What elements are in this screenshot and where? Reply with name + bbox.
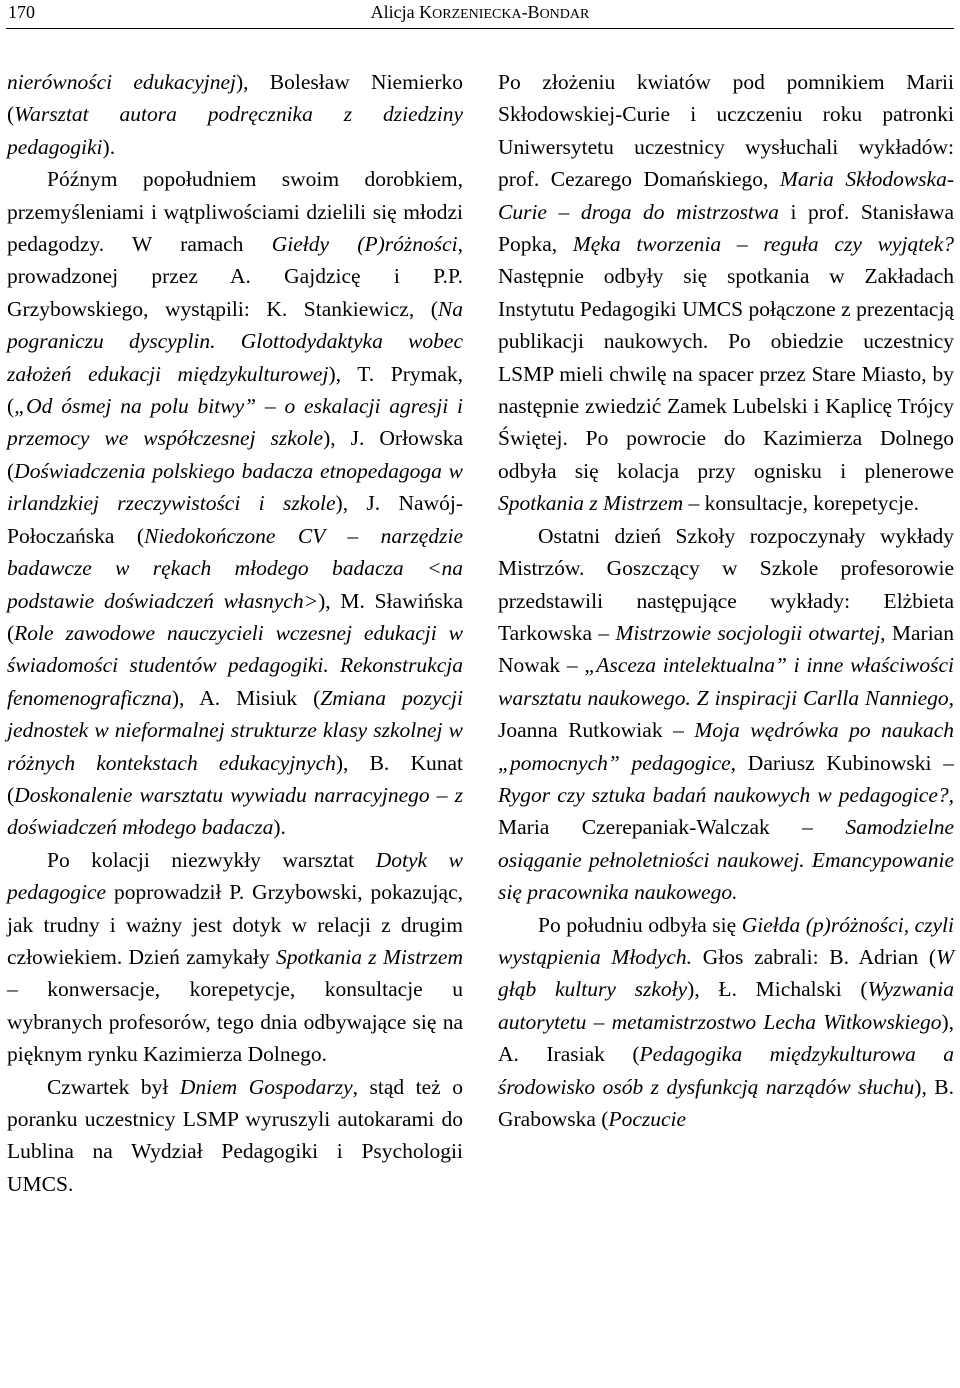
paragraph: nierówności edukacyjnej), Bolesław Niemierko (Warsztat autora podręcznika z dziedziny pedagogiki). [7,70,463,159]
page-header [0,0,960,26]
paragraph: Po złożeniu kwiatów pod pomnikiem Marii Skłodowskiej-Curie i uczczeniu roku patronki Uniwersytetu uczestnicy wysłuchali wykładów: prof. Cezarego Domańskiego, Maria Skłodowska-Curie – droga do mistrzostwa i prof. Stanisława Popka, Męka tworzenia – reguła czy wyjątek? Następnie odbyły się spotkania w Zakładach Instytutu Pedagogiki UMCS połączone z prezentacją publikacji naukowych. Po obiedzie uczestnicy LSMP mieli chwilę na spacer przez Stare Miasto, by następnie zwiedzić Zamek Lubelski i Kaplicę Trójcy Świętej. Po powrocie do Kazimierza Dolnego odbyła się kolacja przy ognisku i plenerowe Spotkania z Mistrzem – konsultacje, korepetycje. [498,70,955,516]
right-column [498,66,954,1135]
page-number: 170 [8,2,35,22]
paragraph: Po kolacji niezwykły warsztat Dotyk w pedagogice poprowadził P. Grzybowski, pokazując, jak trudny i ważny jest dotyk w relacji z drugim człowiekiem. Dzień zamykały Spotkania z Mistrzem – konwersacje, korepetycje, konsultacje u wybranych profesorów, tego dnia odbywające się na pięknym rynku Kazimierza Dolnego. [7,847,463,1067]
paragraph: Po południu odbyła się Giełda (p)różności, czyli wystąpienia Młodych. Głos zabrali: B. Adrian (W głąb kultury szkoły), Ł. Michalski (Wyzwania autorytetu – metamistrzostwo Lecha Witkowskiego), A. Irasiak (Pedagogika międzykulturowa a środowisko osób z dysfunkcją narządów słuchu), B. Grabowska (Poczucie [498,912,955,1131]
left-column [7,66,463,1200]
paragraph: Późnym popołudniem swoim dorobkiem, przemyśleniami i wątpliwościami dzielili się młodzi pedagodzy. W ramach Giełdy (P)różności, prowadzonej przez A. Gajdzicę i P.P. Grzybowskiego, wystąpili: K. Stankiewicz, (Na pograniczu dyscyplin. Glottodydaktyka wobec założeń edukacji międzykulturowej), T. Prymak, („Od ósmej na polu bitwy” – o eskalacji agresji i przemocy we współczesnej szkole), J. Orłowska (Doświadczenia polskiego badacza etnopedagoga w irlandzkiej rzeczywistości i szkole), J. Nawój-Połoczańska (Niedokończone CV – narzędzie badawcze w rękach młodego badacza <na podstawie doświadczeń własnych>), M. Sławińska (Role zawodowe nauczycieli wczesnej edukacji w świadomości studentów pedagogiki. Rekonstrukcja fenomenograficzna), A. Misiuk (Zmiana pozycji jednostek w nieformalnej strukturze klasy szkolnej w różnych kontekstach edukacyjnych), B. Kunat (Doskonalenie warsztatu wywiadu narracyjnego – z doświadczeń młodego badacza). [7,167,464,840]
running-head-author: Alicja KORZENIECKA-BONDAR [370,2,590,22]
paragraph: Ostatni dzień Szkoły rozpoczynały wykłady Mistrzów. Goszczący w Szkole profesorowie przedstawili następujące wykłady: Elżbieta Tarkowska – Mistrzowie socjologii otwartej, Marian Nowak – „Asceza intelektualna” i inne właściwości warsztatu naukowego. Z inspiracji Carlla Nanniego, Joanna Rutkowiak – Moja wędrówka po naukach „pomocnych” pedagogice, Dariusz Kubinowski – Rygor czy sztuka badań naukowych w pedagogice?, Maria Czerepaniak-Walczak – Samodzielne osiąganie pełnoletniości naukowej. Emancypowanie się pracownika naukowego. [498,523,955,905]
header-rule [6,28,954,29]
paragraph: Czwartek był Dniem Gospodarzy, stąd też o poranku uczestnicy LSMP wyruszyli autokarami do Lublina na Wydział Pedagogiki i Psychologii UMCS. [7,1074,463,1196]
